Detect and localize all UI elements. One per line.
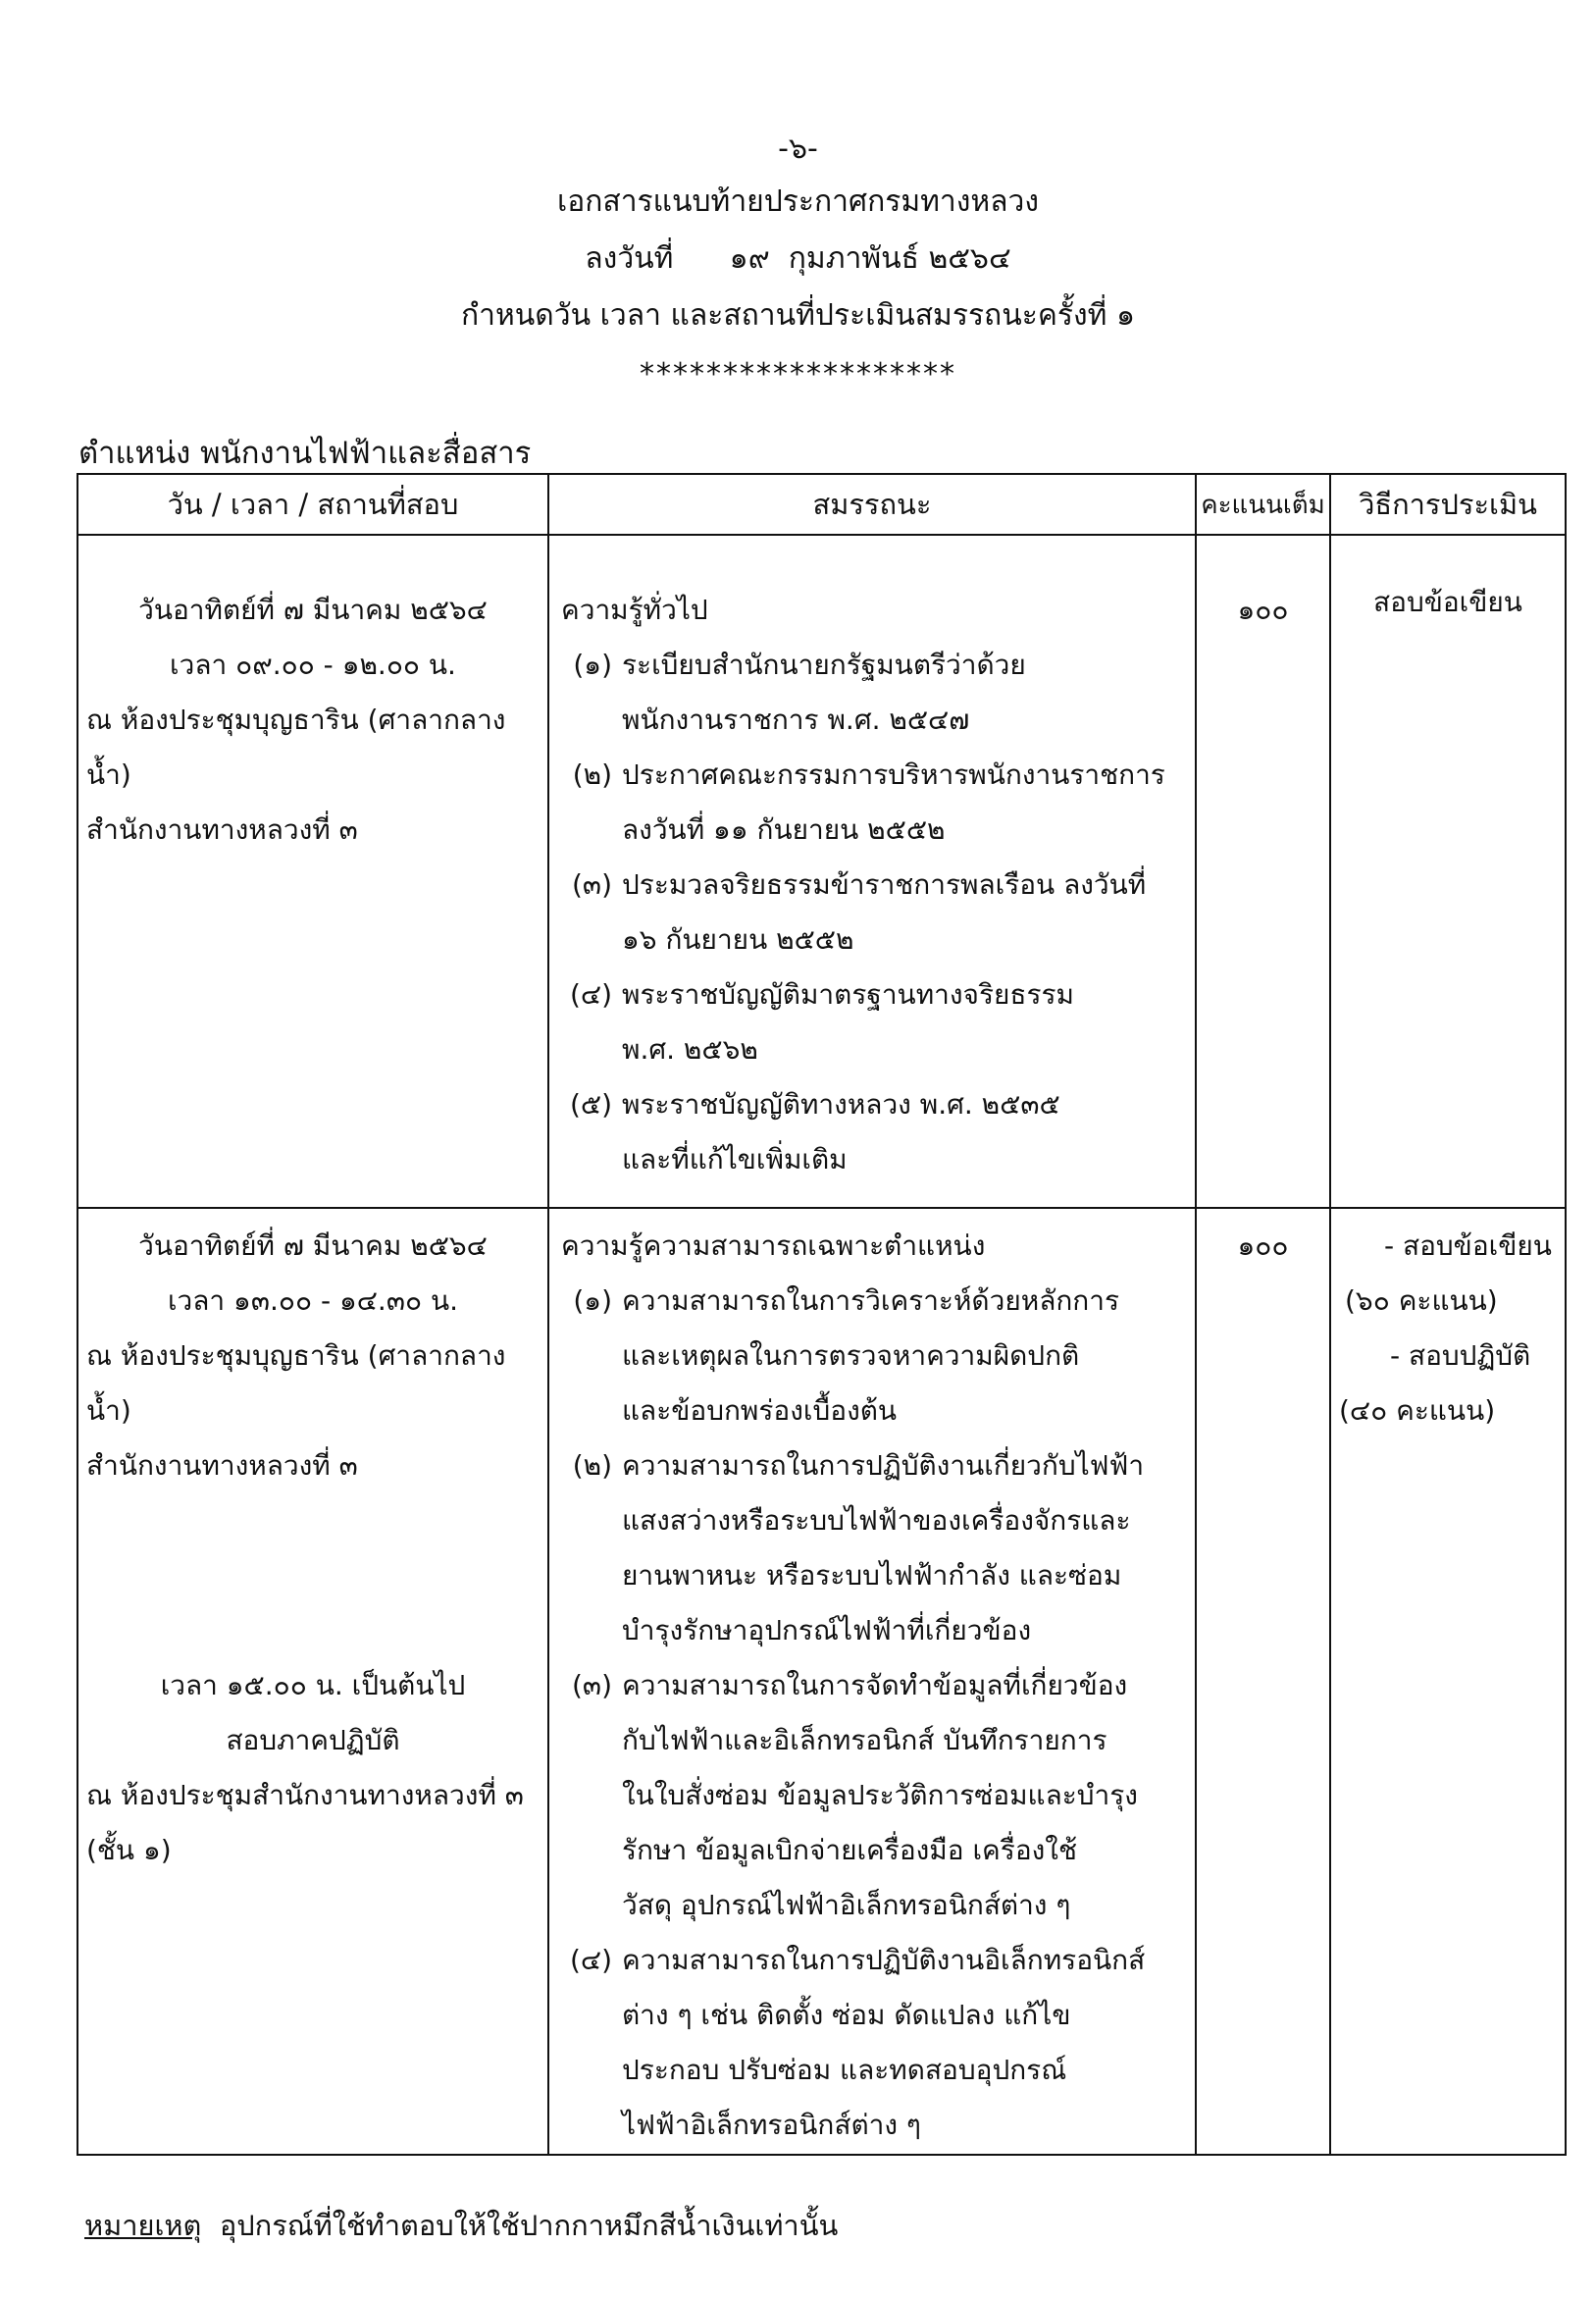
list-item: (๔) พระราชบัญญัติมาตรฐานทางจริยธรรม พ.ศ. ๒๕๖๒: [569, 978, 1075, 1066]
competency-title: ความรู้ความสามารถเฉพาะตำแหน่ง: [561, 1229, 986, 1262]
page-number: -๖-: [778, 131, 818, 166]
score-cell: [1196, 535, 1330, 1208]
exam-date: วันอาทิตย์ที่ ๗ มีนาคม ๒๕๖๔: [138, 1229, 488, 1262]
method-cell: [1330, 1208, 1566, 2155]
list-item: (๑) ระเบียบสำนักนายกรัฐมนตรีว่าด้วย พนักงานราชการ พ.ศ. ๒๕๔๗: [573, 649, 1026, 736]
doc-title: เอกสารแนบท้ายประกาศกรมทางหลวง: [556, 184, 1040, 219]
exam-schedule-table: [77, 473, 1567, 2156]
practical-floor: (ชั้น ๑): [86, 1834, 172, 1866]
exam-office: สำนักงานทางหลวงที่ ๓: [86, 813, 358, 846]
assessment-method: สอบข้อเขียน: [1373, 586, 1522, 618]
full-score: ๑๐๐: [1237, 594, 1289, 626]
footnote-text: อุปกรณ์ที่ใช้ทำตอบให้ใช้ปากกาหมึกสีน้ำเงินเท่านั้น: [219, 2209, 839, 2242]
exam-place: ณ ห้องประชุมบุญธาริน (ศาลากลางน้ำ): [86, 704, 506, 791]
position-title: ตำแหน่ง พนักงานไฟฟ้าและสื่อสาร: [78, 436, 532, 471]
footnote: [84, 2203, 838, 2248]
table-row: [77, 1208, 1566, 2155]
footnote-label: หมายเหตุ: [84, 2209, 202, 2242]
practical-time: เวลา ๑๕.๐๐ น. เป็นต้นไป: [160, 1669, 466, 1701]
practical-label: สอบภาคปฏิบัติ: [226, 1724, 400, 1756]
exam-time: เวลา ๑๓.๐๐ - ๑๔.๓๐ น.: [167, 1284, 458, 1317]
score-cell: [1196, 1208, 1330, 2155]
list-item: (๒) ประกาศคณะกรรมการบริหารพนักงานราชการ ลงวันที่ ๑๑ กันยายน ๒๕๕๒: [572, 758, 1165, 846]
doc-date: ลงวันที่ ๑๙ กุมภาพันธ์ ๒๕๖๔: [585, 241, 1011, 276]
header-date-place: วัน / เวลา / สถานที่สอบ: [77, 474, 548, 535]
header-competency: สมรรถนะ: [548, 474, 1196, 535]
exam-time: เวลา ๐๙.๐๐ - ๑๒.๐๐ น.: [170, 649, 456, 681]
doc-subtitle: กำหนดวัน เวลา และสถานที่ประเมินสมรรถนะครั้งที่ ๑: [460, 298, 1136, 333]
competency-title: ความรู้ทั่วไป: [561, 594, 708, 626]
separator-stars: *******************: [640, 357, 956, 392]
list-item: (๔) ความสามารถในการปฏิบัติงานอิเล็กทรอนิกส์ ต่าง ๆ เช่น ติดตั้ง ซ่อม ดัดแปลง แก้ไข ประกอบ ปรับซ่อม และทดสอบอุปกรณ์ ไฟฟ้าอิเล็กทรอนิกส์ต่าง ๆ: [569, 1944, 1146, 2141]
list-item: (๓) ความสามารถในการจัดทำข้อมูลที่เกี่ยวข้อง กับไฟฟ้าและอิเล็กทรอนิกส์ บันทึกรายการ ในใบสั่งซ่อม ข้อมูลประวัติการซ่อมและบำรุง รักษา ข้อมูลเบิกจ่ายเครื่องมือ เครื่องใช้ วัสดุ อุปกรณ์ไฟฟ้าอิเล็กทรอนิกส์ต่าง ๆ: [572, 1669, 1138, 1921]
date-place-cell: [77, 535, 548, 1208]
list-item: (๒) ความสามารถในการปฏิบัติงานเกี่ยวกับไฟฟ้า แสงสว่างหรือระบบไฟฟ้าของเครื่องจักรและ ยานพาหนะ หรือระบบไฟฟ้ากำลัง และซ่อม บำรุงรักษาอุปกรณ์ไฟฟ้าที่เกี่ยวข้อง: [572, 1449, 1145, 1646]
list-item: (๓) ประมวลจริยธรรมข้าราชการพลเรือน ลงวันที่ ๑๖ กันยายน ๒๕๕๒: [572, 868, 1147, 956]
header-method: วิธีการประเมิน: [1330, 474, 1566, 535]
header-full-score: คะแนนเต็ม: [1196, 474, 1330, 535]
method-written-score: (๖๐ คะแนน): [1345, 1284, 1498, 1317]
date-place-cell: [77, 1208, 548, 2155]
competency-cell: [548, 1208, 1196, 2155]
method-practical: - สอบปฏิบัติ: [1390, 1339, 1531, 1372]
list-item: (๕) พระราชบัญญัติทางหลวง พ.ศ. ๒๕๓๕ และที่แก้ไขเพิ่มเติม: [569, 1088, 1060, 1175]
table-row: [77, 535, 1566, 1208]
exam-office: สำนักงานทางหลวงที่ ๓: [86, 1449, 358, 1482]
table-header-row: [77, 474, 1566, 535]
exam-place: ณ ห้องประชุมบุญธาริน (ศาลากลางน้ำ): [86, 1339, 506, 1427]
exam-date: วันอาทิตย์ที่ ๗ มีนาคม ๒๕๖๔: [138, 594, 488, 626]
method-practical-score: (๔๐ คะแนน): [1339, 1394, 1496, 1427]
full-score: ๑๐๐: [1237, 1229, 1289, 1262]
practical-place: ณ ห้องประชุมสำนักงานทางหลวงที่ ๓: [86, 1779, 524, 1811]
competency-cell: [548, 535, 1196, 1208]
list-item: (๑) ความสามารถในการวิเคราะห์ด้วยหลักการ และเหตุผลในการตรวจหาความผิดปกติ และข้อบกพร่องเบื้องต้น: [573, 1284, 1120, 1427]
method-cell: [1330, 535, 1566, 1208]
method-written: - สอบข้อเขียน: [1384, 1229, 1552, 1262]
